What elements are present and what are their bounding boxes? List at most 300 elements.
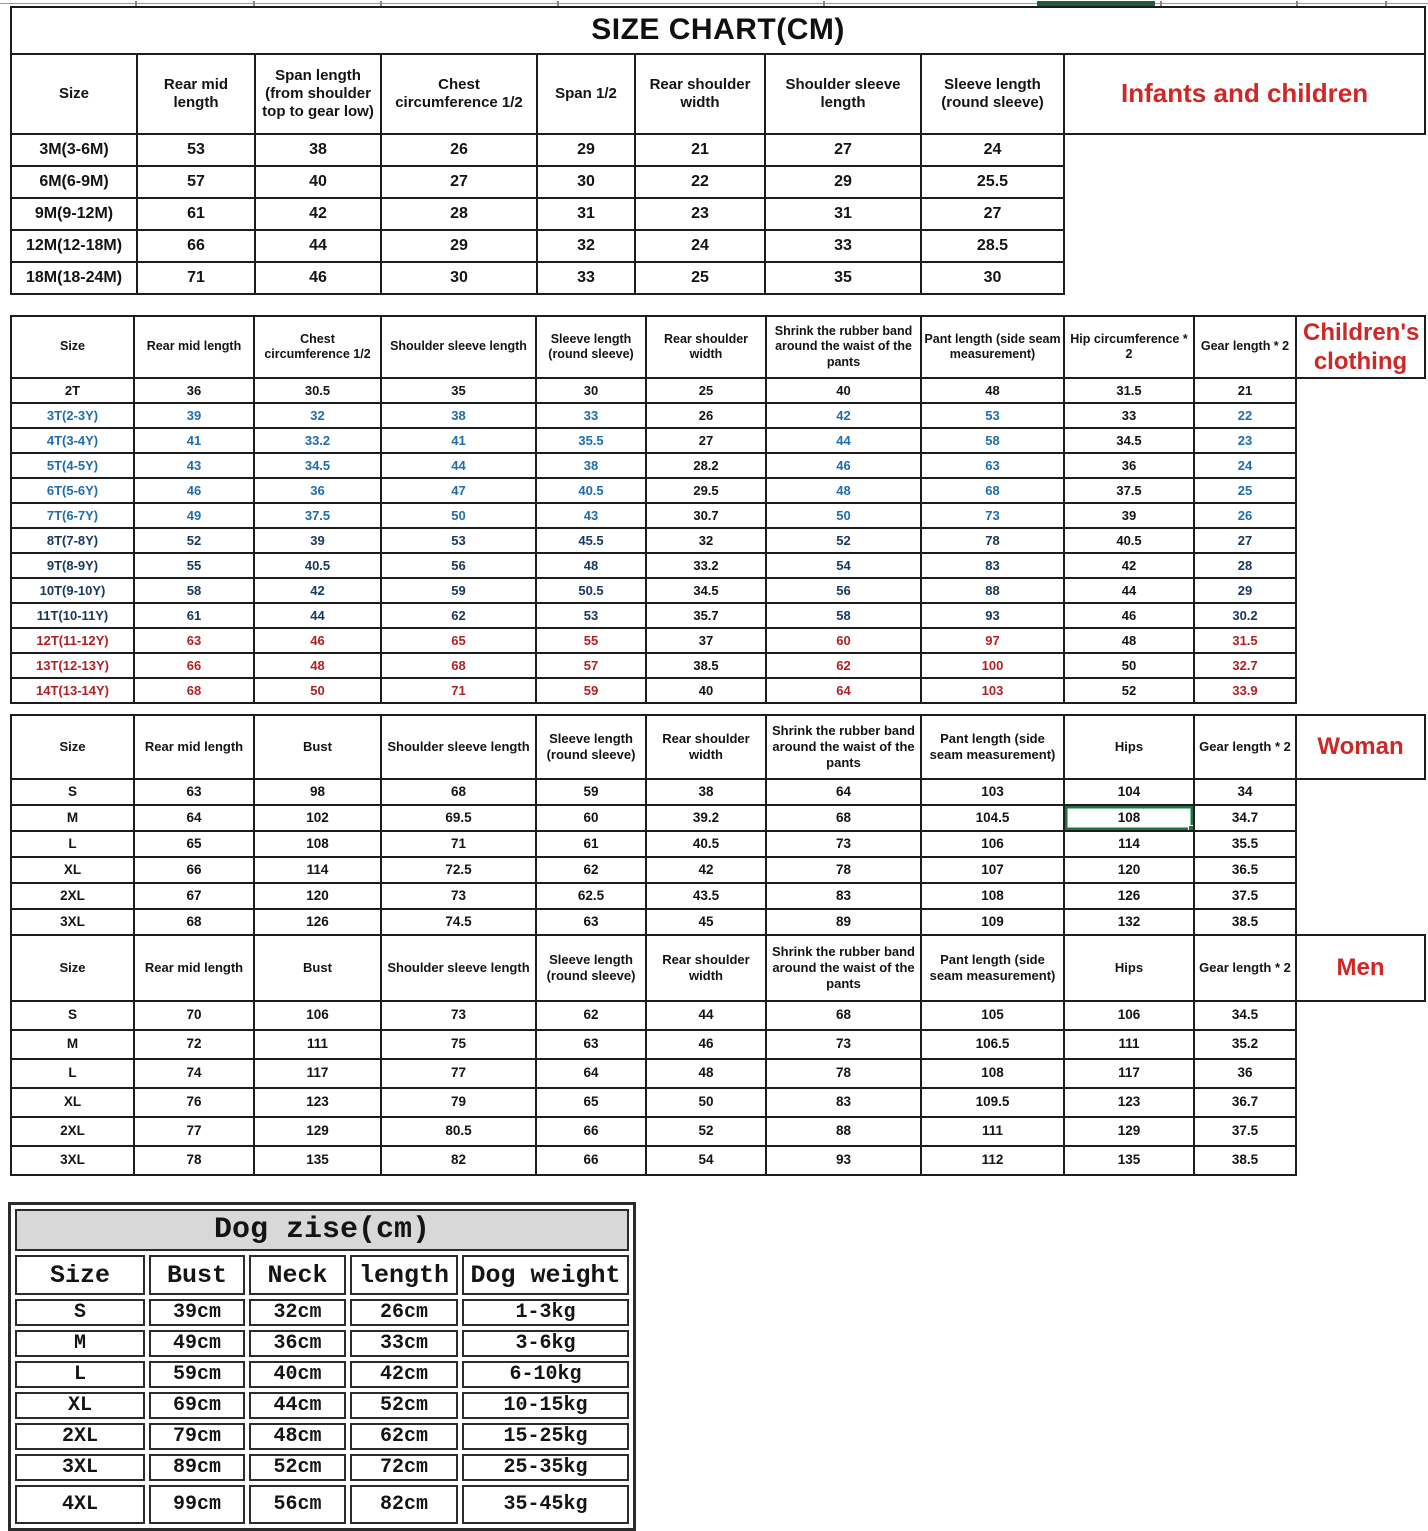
value-cell: 78: [766, 857, 921, 883]
value-cell: 126: [254, 909, 381, 935]
col-header-pant-length: Pant length (side seam measurement): [921, 715, 1064, 779]
value-cell: 44: [255, 230, 381, 262]
value-cell: 68: [921, 478, 1064, 503]
value-cell: 52: [646, 1117, 766, 1146]
value-cell: 31: [765, 198, 921, 230]
value-cell: 48cm: [249, 1423, 346, 1450]
size-cell: 3XL: [11, 1146, 134, 1175]
col-header-hips: Hips: [1064, 715, 1194, 779]
value-cell: 126: [1064, 883, 1194, 909]
value-cell: 48: [536, 553, 646, 578]
value-cell: 46: [646, 1030, 766, 1059]
value-cell: 62: [536, 1001, 646, 1030]
value-cell: 23: [635, 198, 765, 230]
value-cell: 59: [536, 779, 646, 805]
col-header-size: Size: [11, 316, 134, 378]
table-row: [11, 805, 1425, 831]
value-cell: 68: [381, 653, 536, 678]
size-cell: 2T: [11, 378, 134, 403]
value-cell: 48: [1064, 628, 1194, 653]
value-cell: 28: [1194, 553, 1296, 578]
value-cell: 120: [254, 883, 381, 909]
col-header-sleeve-length: Sleeve length (round sleeve): [921, 54, 1064, 134]
col-header-dog-weight: Dog weight: [462, 1255, 629, 1295]
value-cell: 114: [254, 857, 381, 883]
table-row: [15, 1361, 629, 1388]
value-cell: 50: [381, 503, 536, 528]
table-row: [11, 1117, 1425, 1146]
col-header-rear-shoulder-width: Rear shoulder width: [646, 935, 766, 1001]
value-cell: 53: [381, 528, 536, 553]
value-cell: 44: [254, 603, 381, 628]
men-table: [10, 934, 1426, 1176]
size-cell: L: [11, 831, 134, 857]
col-header-bust: Bust: [149, 1255, 245, 1295]
size-cell: 6M(6-9M): [11, 166, 137, 198]
col-header-waistband: Shrink the rubber band around the waist of the pants: [766, 316, 921, 378]
value-cell: 56: [766, 578, 921, 603]
size-cell: L: [11, 1059, 134, 1088]
value-cell: 50: [1064, 653, 1194, 678]
value-cell: 61: [536, 831, 646, 857]
value-cell: 38.5: [646, 653, 766, 678]
value-cell: 46: [254, 628, 381, 653]
value-cell: 106: [254, 1001, 381, 1030]
value-cell: 64: [766, 678, 921, 703]
value-cell: 99cm: [149, 1485, 245, 1524]
value-cell: 31.5: [1194, 628, 1296, 653]
value-cell: 73: [381, 883, 536, 909]
column-tick: [1160, 1, 1162, 6]
table-row: [11, 378, 1425, 403]
value-cell: 42cm: [350, 1361, 458, 1388]
value-cell: 39: [1064, 503, 1194, 528]
value-cell: 38: [255, 134, 381, 166]
value-cell: 73: [921, 503, 1064, 528]
value-cell: 29: [765, 166, 921, 198]
dog-header-row: [15, 1255, 629, 1295]
size-cell: XL: [15, 1392, 145, 1419]
col-header-pant-length: Pant length (side seam measurement): [921, 316, 1064, 378]
value-cell: 38: [646, 779, 766, 805]
value-cell: 35: [381, 378, 536, 403]
col-header-shoulder-sleeve-length: Shoulder sleeve length: [381, 715, 536, 779]
value-cell: 93: [921, 603, 1064, 628]
column-tick: [253, 1, 255, 6]
value-cell: 71: [137, 262, 255, 294]
value-cell: 75: [381, 1030, 536, 1059]
value-cell: 34.5: [1194, 1001, 1296, 1030]
col-header-size: Size: [11, 715, 134, 779]
value-cell: 79: [381, 1088, 536, 1117]
value-cell: 102: [254, 805, 381, 831]
size-cell: 10T(9-10Y): [11, 578, 134, 603]
size-cell: 14T(13-14Y): [11, 678, 134, 703]
value-cell: 83: [921, 553, 1064, 578]
value-cell: 34.7: [1194, 805, 1296, 831]
value-cell: 33: [536, 403, 646, 428]
value-cell: 6-10kg: [462, 1361, 629, 1388]
table-row: [11, 779, 1425, 805]
value-cell: 71: [381, 831, 536, 857]
value-cell: 100: [921, 653, 1064, 678]
table-row: [11, 503, 1425, 528]
size-cell: S: [15, 1299, 145, 1326]
value-cell: 44cm: [249, 1392, 346, 1419]
value-cell: 28.2: [646, 453, 766, 478]
value-cell: 36.7: [1194, 1088, 1296, 1117]
value-cell: 107: [921, 857, 1064, 883]
table-row: [11, 262, 1425, 294]
value-cell: 36: [134, 378, 254, 403]
value-cell: 62.5: [536, 883, 646, 909]
value-cell: 80.5: [381, 1117, 536, 1146]
sheet-edge-line: [0, 3, 1428, 4]
value-cell: 40: [646, 678, 766, 703]
value-cell: 28.5: [921, 230, 1064, 262]
value-cell: 63: [536, 909, 646, 935]
value-cell: 48: [921, 378, 1064, 403]
col-header-neck: Neck: [249, 1255, 346, 1295]
value-cell: 98: [254, 779, 381, 805]
value-cell: 93: [766, 1146, 921, 1175]
size-cell: 12T(11-12Y): [11, 628, 134, 653]
value-cell: 62cm: [350, 1423, 458, 1450]
value-cell: 132: [1064, 909, 1194, 935]
value-cell: 43.5: [646, 883, 766, 909]
value-cell: 28: [381, 198, 537, 230]
size-cell: 2XL: [11, 883, 134, 909]
value-cell: 25: [646, 378, 766, 403]
value-cell: 40.5: [254, 553, 381, 578]
value-cell: 46: [1064, 603, 1194, 628]
sheet-top-edge: [0, 0, 1428, 6]
table-row: [11, 198, 1425, 230]
value-cell: 114: [1064, 831, 1194, 857]
size-cell: 8T(7-8Y): [11, 528, 134, 553]
size-cell: XL: [11, 857, 134, 883]
table-row: [15, 1454, 629, 1481]
value-cell: 123: [1064, 1088, 1194, 1117]
value-cell: 32.7: [1194, 653, 1296, 678]
col-header-span-half: Span 1/2: [537, 54, 635, 134]
value-cell: 73: [766, 831, 921, 857]
value-cell: 35.7: [646, 603, 766, 628]
value-cell: 36: [1194, 1059, 1296, 1088]
col-header-sleeve-length: Sleeve length (round sleeve): [536, 715, 646, 779]
value-cell: 70: [134, 1001, 254, 1030]
value-cell: 129: [254, 1117, 381, 1146]
size-cell: 7T(6-7Y): [11, 503, 134, 528]
col-header-rear-mid-length: Rear mid length: [134, 715, 254, 779]
value-cell: 78: [921, 528, 1064, 553]
table-row: [11, 1088, 1425, 1117]
col-header-hips: Hips: [1064, 935, 1194, 1001]
value-cell: 35.5: [1194, 831, 1296, 857]
chart-title: SIZE CHART(CM): [11, 7, 1425, 54]
value-cell: 32: [254, 403, 381, 428]
value-cell: 26: [646, 403, 766, 428]
size-cell: 4XL: [15, 1485, 145, 1524]
table-row: [11, 1001, 1425, 1030]
value-cell: 72cm: [350, 1454, 458, 1481]
table-row: [11, 628, 1425, 653]
value-cell: 35-45kg: [462, 1485, 629, 1524]
value-cell: 57: [536, 653, 646, 678]
table-row: [15, 1485, 629, 1524]
value-cell: 69cm: [149, 1392, 245, 1419]
col-header-rear-mid-length: Rear mid length: [134, 316, 254, 378]
value-cell: 26: [381, 134, 537, 166]
column-tick: [1296, 1, 1298, 6]
value-cell: 36.5: [1194, 857, 1296, 883]
value-cell: 50.5: [536, 578, 646, 603]
value-cell: 41: [381, 428, 536, 453]
value-cell: 50: [646, 1088, 766, 1117]
value-cell: 34: [1194, 779, 1296, 805]
value-cell: 78: [766, 1059, 921, 1088]
table-row: [11, 1030, 1425, 1059]
infants-table: [10, 6, 1426, 295]
value-cell: 33cm: [350, 1330, 458, 1357]
value-cell: 68: [134, 909, 254, 935]
value-cell: 105: [921, 1001, 1064, 1030]
value-cell: 68: [766, 1001, 921, 1030]
value-cell: 25: [1194, 478, 1296, 503]
men-header-row: [11, 935, 1425, 1001]
col-header-span-length: Span length (from shoulder top to gear low): [255, 54, 381, 134]
value-cell: 38: [536, 453, 646, 478]
value-cell: 43: [134, 453, 254, 478]
value-cell: 88: [766, 1117, 921, 1146]
value-cell: 33.9: [1194, 678, 1296, 703]
table-row: [11, 831, 1425, 857]
value-cell: 54: [766, 553, 921, 578]
col-header-shoulder-sleeve-length: Shoulder sleeve length: [765, 54, 921, 134]
value-cell: 24: [921, 134, 1064, 166]
col-header-size: Size: [11, 54, 137, 134]
value-cell: 32: [537, 230, 635, 262]
value-cell: 53: [137, 134, 255, 166]
value-cell: 103: [921, 678, 1064, 703]
value-cell: 72: [134, 1030, 254, 1059]
value-cell: 10-15kg: [462, 1392, 629, 1419]
col-header-bust: Bust: [254, 715, 381, 779]
value-cell: 83: [766, 883, 921, 909]
value-cell: 23: [1194, 428, 1296, 453]
table-row: [11, 478, 1425, 503]
size-cell: 2XL: [11, 1117, 134, 1146]
value-cell: 38: [381, 403, 536, 428]
value-cell: 59cm: [149, 1361, 245, 1388]
value-cell: 111: [921, 1117, 1064, 1146]
value-cell: 88: [921, 578, 1064, 603]
selected-column-indicator: [1037, 1, 1155, 6]
value-cell: 39.2: [646, 805, 766, 831]
value-cell: 52: [766, 528, 921, 553]
value-cell: 73: [381, 1001, 536, 1030]
value-cell: 59: [536, 678, 646, 703]
value-cell: 65: [381, 628, 536, 653]
value-cell: 104: [1064, 779, 1194, 805]
value-cell: 29.5: [646, 478, 766, 503]
value-cell: 58: [921, 428, 1064, 453]
value-cell: 74.5: [381, 909, 536, 935]
value-cell: 27: [381, 166, 537, 198]
value-cell: 54: [646, 1146, 766, 1175]
size-cell: 12M(12-18M): [11, 230, 137, 262]
value-cell: 64: [766, 779, 921, 805]
value-cell: 26: [1194, 503, 1296, 528]
size-cell: 5T(4-5Y): [11, 453, 134, 478]
value-cell: 52cm: [350, 1392, 458, 1419]
table-row: [11, 403, 1425, 428]
value-cell: 46: [766, 453, 921, 478]
column-tick: [557, 1, 559, 6]
value-cell: 39cm: [149, 1299, 245, 1326]
value-cell: 45.5: [536, 528, 646, 553]
value-cell: 46: [134, 478, 254, 503]
value-cell: 29: [1194, 578, 1296, 603]
value-cell: 68: [766, 805, 921, 831]
value-cell: 108: [921, 883, 1064, 909]
value-cell: 97: [921, 628, 1064, 653]
value-cell: 29: [381, 230, 537, 262]
value-cell: 57: [137, 166, 255, 198]
value-cell: 42: [646, 857, 766, 883]
col-header-gear-length: Gear length * 2: [1194, 715, 1296, 779]
value-cell: 52cm: [249, 1454, 346, 1481]
table-row: [11, 1146, 1425, 1175]
value-cell: 108: [921, 1059, 1064, 1088]
table-row: [11, 134, 1425, 166]
value-cell: 31: [537, 198, 635, 230]
value-cell: 39: [134, 403, 254, 428]
value-cell: 89: [766, 909, 921, 935]
value-cell: 31.5: [1064, 378, 1194, 403]
value-cell: 60: [766, 628, 921, 653]
size-cell: L: [15, 1361, 145, 1388]
column-tick: [135, 1, 137, 6]
value-cell: 82cm: [350, 1485, 458, 1524]
size-cell: XL: [11, 1088, 134, 1117]
value-cell: 117: [254, 1059, 381, 1088]
value-cell: 32cm: [249, 1299, 346, 1326]
value-cell: 27: [921, 198, 1064, 230]
value-cell: 52: [1064, 678, 1194, 703]
value-cell: 35.5: [536, 428, 646, 453]
size-cell: S: [11, 779, 134, 805]
value-cell: 77: [381, 1059, 536, 1088]
value-cell: 37.5: [1064, 478, 1194, 503]
column-tick: [380, 1, 382, 6]
value-cell: 53: [536, 603, 646, 628]
value-cell: 56cm: [249, 1485, 346, 1524]
value-cell: 47: [381, 478, 536, 503]
table-row: [11, 653, 1425, 678]
col-header-chest-circumference: Chest circumference 1/2: [381, 54, 537, 134]
value-cell: 27: [1194, 528, 1296, 553]
value-cell: 1-3kg: [462, 1299, 629, 1326]
value-cell: 44: [766, 428, 921, 453]
column-tick: [1385, 1, 1387, 6]
value-cell: 63: [921, 453, 1064, 478]
value-cell: 79cm: [149, 1423, 245, 1450]
value-cell: 40: [766, 378, 921, 403]
value-cell: 71: [381, 678, 536, 703]
side-label-infants: Infants and children: [1064, 54, 1425, 134]
value-cell: 48: [766, 478, 921, 503]
value-cell: 66: [536, 1117, 646, 1146]
value-cell: 111: [1064, 1030, 1194, 1059]
value-cell: 55: [536, 628, 646, 653]
col-header-size: Size: [15, 1255, 145, 1295]
value-cell: 30: [536, 378, 646, 403]
size-cell: 3T(2-3Y): [11, 403, 134, 428]
dog-table: [8, 1202, 636, 1531]
value-cell: 69.5: [381, 805, 536, 831]
size-cell: 3XL: [11, 909, 134, 935]
selected-cell: 108: [1064, 805, 1194, 831]
size-cell: 9T(8-9Y): [11, 553, 134, 578]
value-cell: 68: [134, 678, 254, 703]
table-row: [11, 528, 1425, 553]
value-cell: 67: [134, 883, 254, 909]
col-header-rear-shoulder-width: Rear shoulder width: [635, 54, 765, 134]
value-cell: 53: [921, 403, 1064, 428]
value-cell: 25.5: [921, 166, 1064, 198]
value-cell: 89cm: [149, 1454, 245, 1481]
value-cell: 24: [635, 230, 765, 262]
children-table: [10, 315, 1426, 704]
value-cell: 66: [134, 857, 254, 883]
col-header-bust: Bust: [254, 935, 381, 1001]
value-cell: 32: [646, 528, 766, 553]
value-cell: 42: [254, 578, 381, 603]
value-cell: 64: [134, 805, 254, 831]
value-cell: 78: [134, 1146, 254, 1175]
value-cell: 66: [536, 1146, 646, 1175]
value-cell: 49cm: [149, 1330, 245, 1357]
value-cell: 111: [254, 1030, 381, 1059]
value-cell: 37.5: [1194, 883, 1296, 909]
value-cell: 42: [255, 198, 381, 230]
woman-table: [10, 714, 1426, 936]
column-tick: [823, 1, 825, 6]
value-cell: 42: [766, 403, 921, 428]
value-cell: 34.5: [254, 453, 381, 478]
value-cell: 15-25kg: [462, 1423, 629, 1450]
value-cell: 64: [536, 1059, 646, 1088]
value-cell: 34.5: [1064, 428, 1194, 453]
value-cell: 109: [921, 909, 1064, 935]
value-cell: 21: [635, 134, 765, 166]
value-cell: 62: [536, 857, 646, 883]
value-cell: 103: [921, 779, 1064, 805]
value-cell: 43: [536, 503, 646, 528]
infants-header-row: [11, 54, 1425, 134]
col-header-shoulder-sleeve-length: Shoulder sleeve length: [381, 316, 536, 378]
value-cell: 112: [921, 1146, 1064, 1175]
col-header-gear-length: Gear length * 2: [1194, 316, 1296, 378]
value-cell: 35: [765, 262, 921, 294]
value-cell: 50: [766, 503, 921, 528]
size-cell: 11T(10-11Y): [11, 603, 134, 628]
value-cell: 117: [1064, 1059, 1194, 1088]
value-cell: 74: [134, 1059, 254, 1088]
value-cell: 76: [134, 1088, 254, 1117]
table-row: [11, 857, 1425, 883]
